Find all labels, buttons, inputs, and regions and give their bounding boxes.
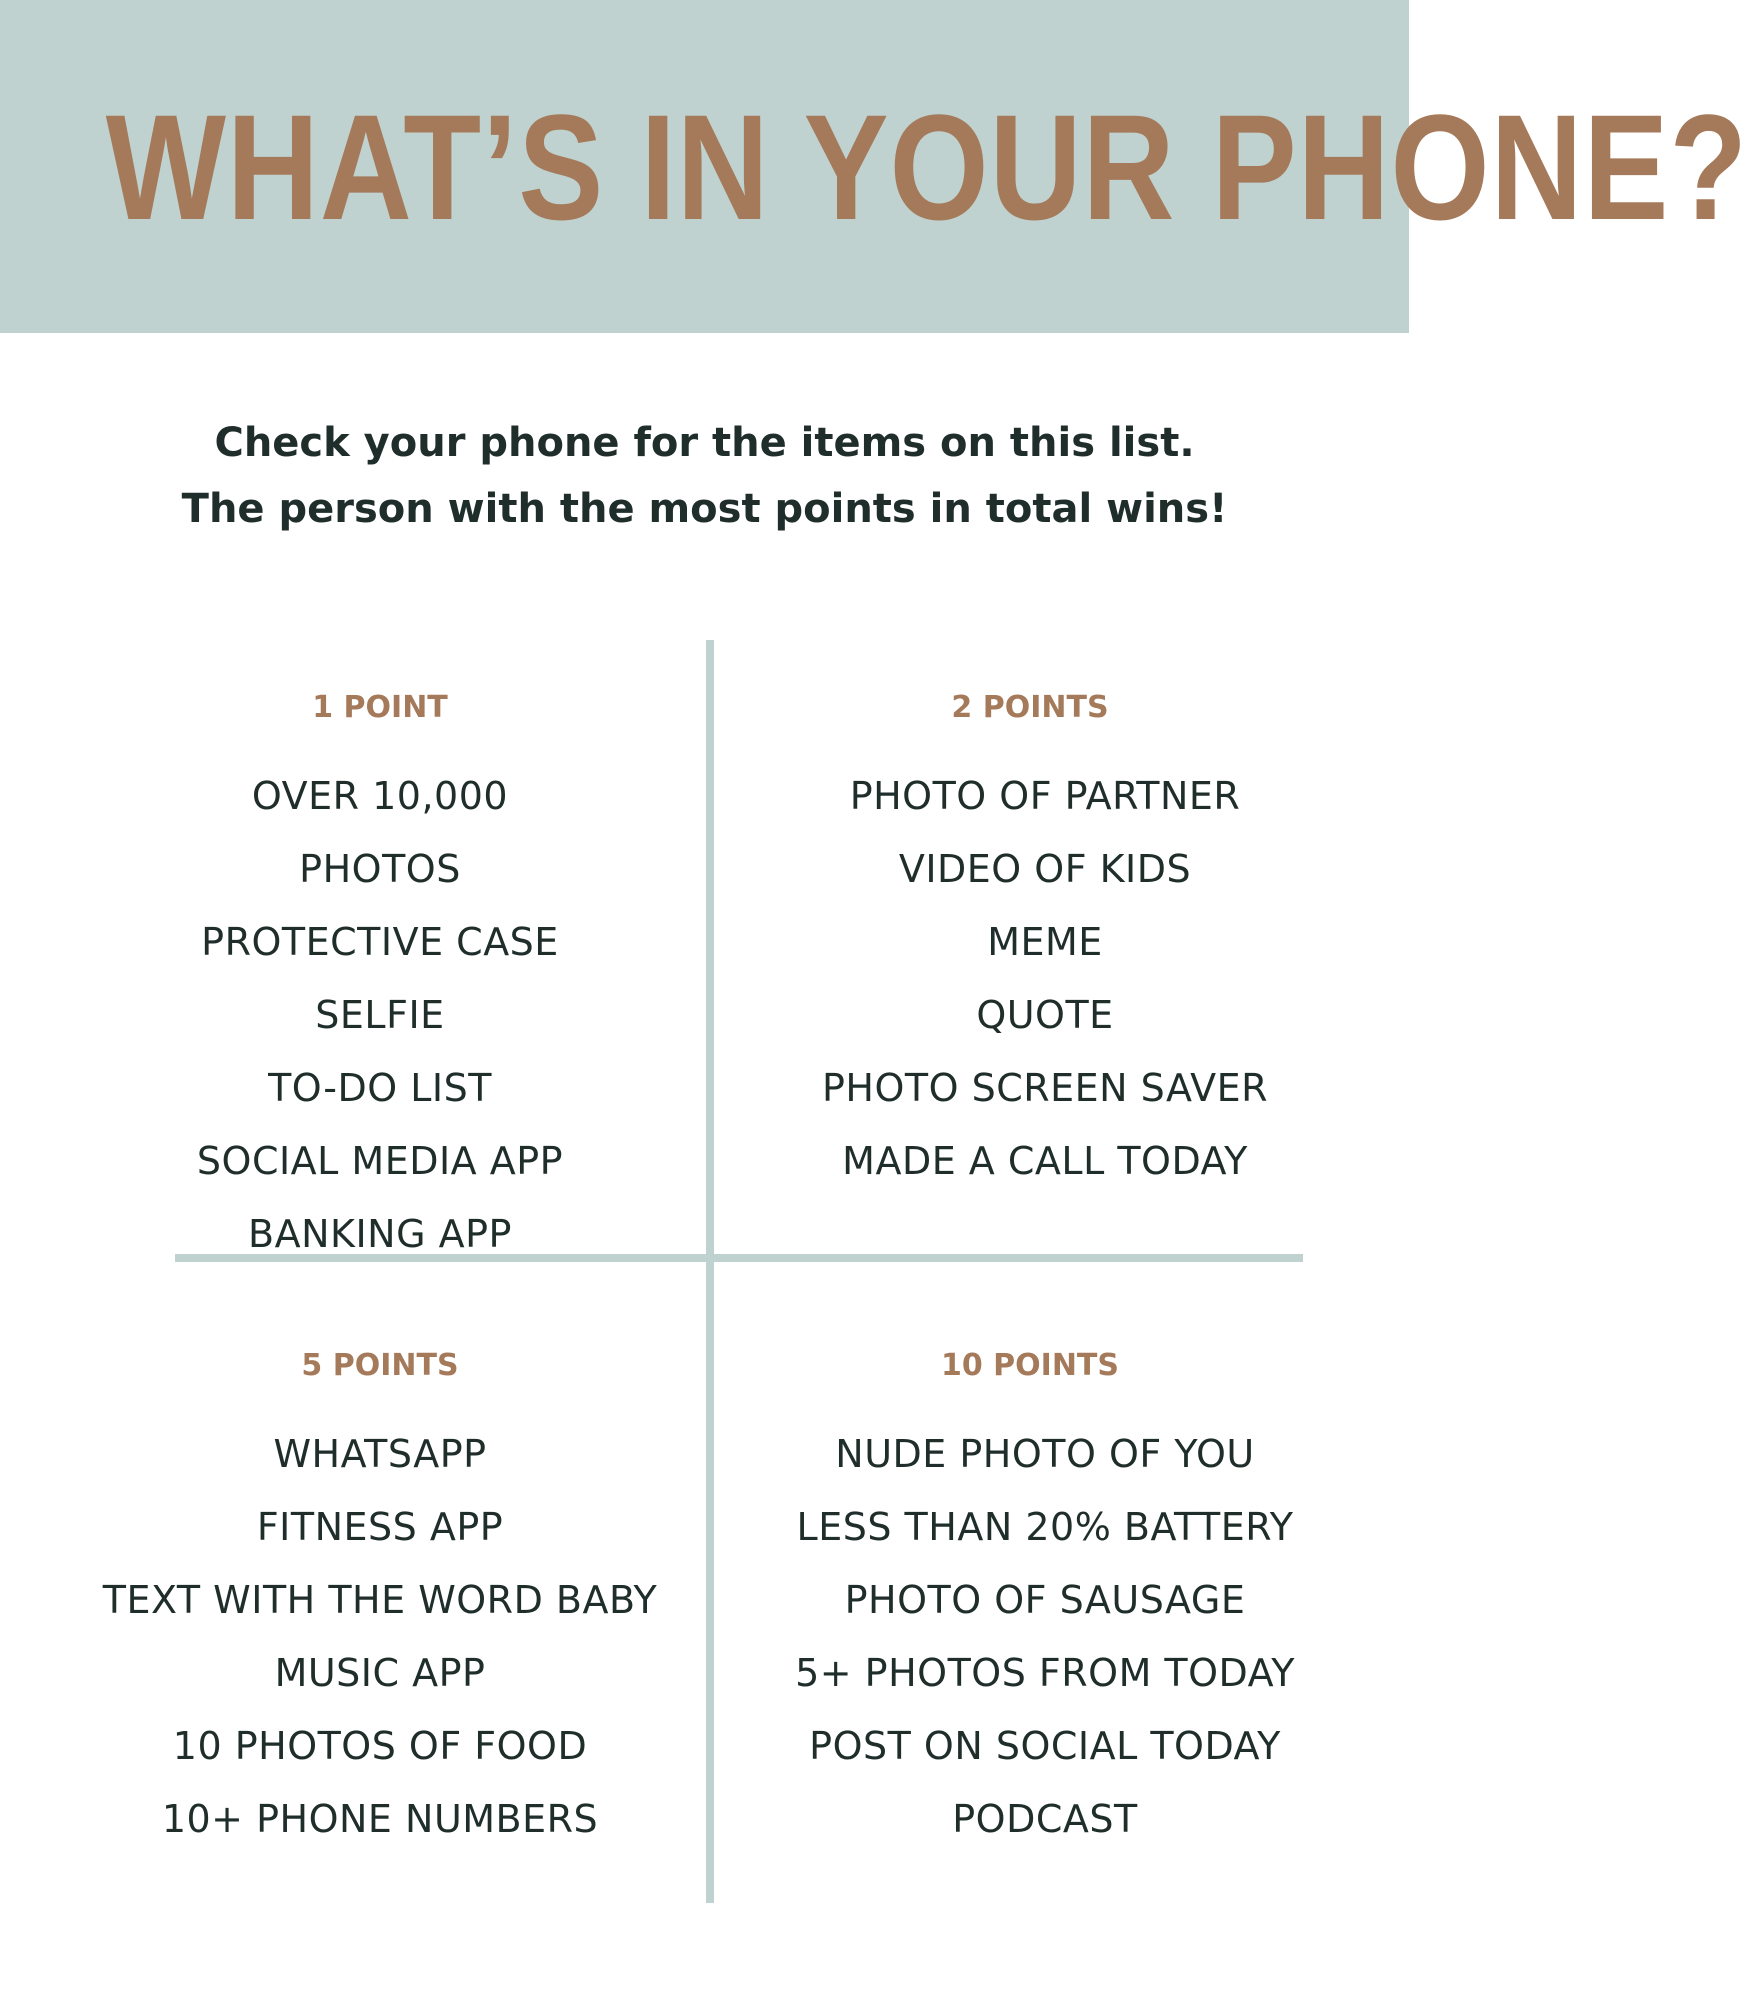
list-item: QUOTE bbox=[976, 993, 1114, 1037]
list-item: POST ON SOCIAL TODAY bbox=[809, 1724, 1281, 1768]
section-5-points bbox=[80, 1346, 680, 1856]
points-label: 5 POINTS bbox=[301, 1348, 459, 1383]
intro-line-1: Check your phone for the items on this list. bbox=[214, 420, 1195, 466]
section-1-point bbox=[80, 688, 680, 1271]
vertical-divider bbox=[706, 640, 714, 1903]
section-2-points bbox=[730, 688, 1330, 1198]
list-item: SOCIAL MEDIA APP bbox=[196, 1139, 564, 1183]
intro-line-2: The person with the most points in total wins! bbox=[181, 486, 1228, 532]
list-item: MEME bbox=[987, 920, 1103, 964]
intro-text bbox=[0, 410, 1409, 542]
list-item: PODCAST bbox=[952, 1797, 1138, 1841]
list-item: PHOTO SCREEN SAVER bbox=[822, 1066, 1268, 1110]
list-item: MADE A CALL TODAY bbox=[842, 1139, 1248, 1183]
list-item: OVER 10,000 bbox=[251, 774, 509, 818]
list-item: 10 PHOTOS OF FOOD bbox=[172, 1724, 588, 1768]
list-item: 5+ PHOTOS FROM TODAY bbox=[795, 1651, 1295, 1695]
list-item: NUDE PHOTO OF YOU bbox=[835, 1432, 1255, 1476]
list-item: TO-DO LIST bbox=[268, 1066, 492, 1110]
page-title: WHAT’S IN YOUR PHONE? bbox=[105, 83, 1748, 251]
list-item: SELFIE bbox=[315, 993, 445, 1037]
points-label: 2 POINTS bbox=[951, 690, 1109, 725]
section-10-points bbox=[730, 1346, 1330, 1856]
points-label: 1 POINT bbox=[312, 690, 448, 725]
list-item: 10+ PHONE NUMBERS bbox=[161, 1797, 599, 1841]
list-item: PHOTOS bbox=[299, 847, 461, 891]
list-item: LESS THAN 20% BATTERY bbox=[796, 1505, 1294, 1549]
list-item: PHOTO OF SAUSAGE bbox=[844, 1578, 1246, 1622]
list-item: WHATSAPP bbox=[273, 1432, 487, 1476]
list-item: FITNESS APP bbox=[256, 1505, 504, 1549]
list-item: PHOTO OF PARTNER bbox=[849, 774, 1241, 818]
points-label: 10 POINTS bbox=[940, 1348, 1120, 1383]
list-item: PROTECTIVE CASE bbox=[201, 920, 559, 964]
list-item: TEXT WITH THE WORD BABY bbox=[102, 1578, 658, 1622]
list-item: MUSIC APP bbox=[274, 1651, 486, 1695]
list-item: BANKING APP bbox=[248, 1212, 512, 1256]
list-item: VIDEO OF KIDS bbox=[898, 847, 1192, 891]
